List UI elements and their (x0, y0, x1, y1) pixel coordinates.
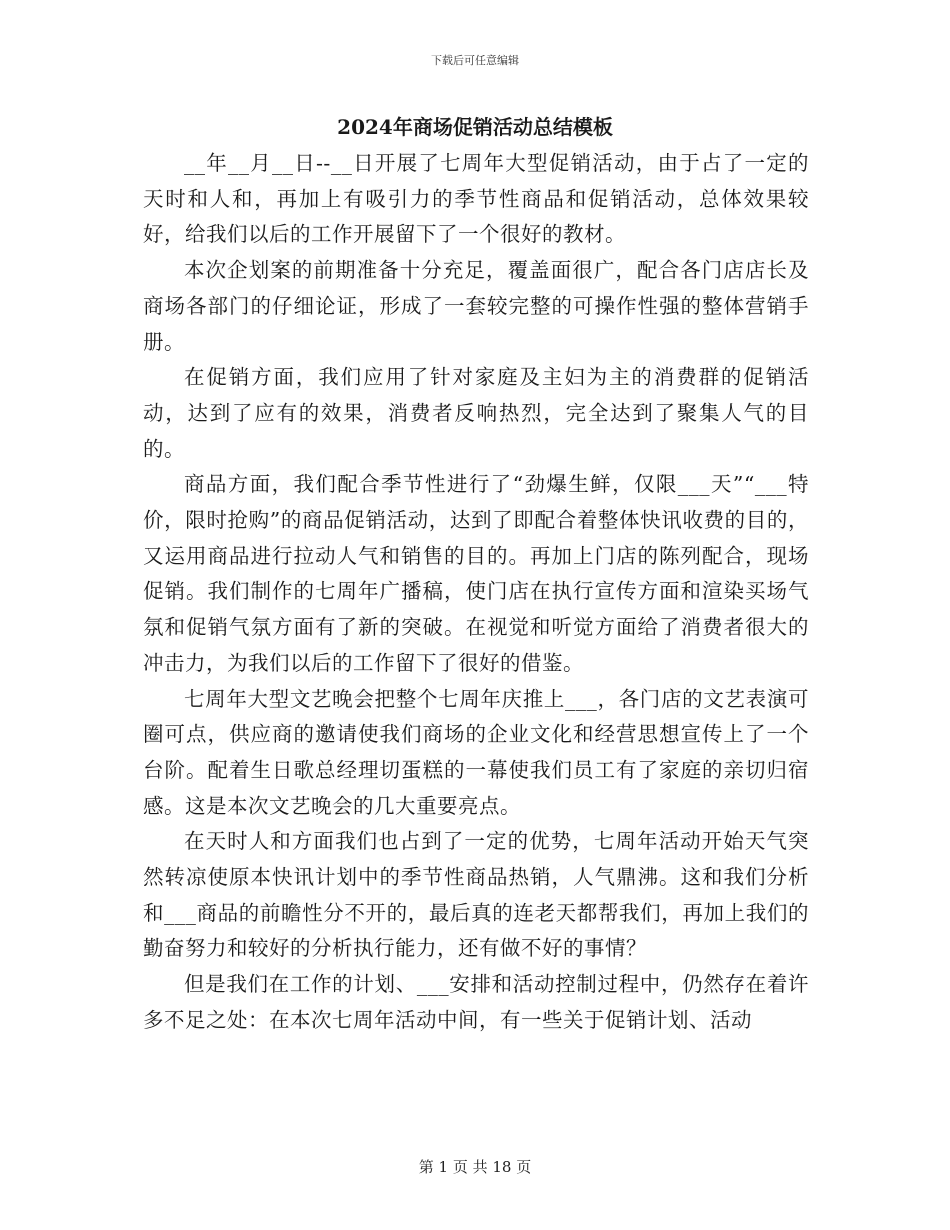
page-number: 第 1 页 共 18 页 (418, 1158, 532, 1176)
paragraph-6: 在天时人和方面我们也占到了一定的优势，七周年活动开始天气突然转凉使原本快讯计划中的季节性商品热销，人气鼎沸。这和我们分析和___商品的前瞻性分不开的，最后真的连老天都帮我们，再加上我们的勤奋努力和较好的分析执行能力，还有做不好的事情？ (143, 829, 809, 961)
paragraph-4: 商品方面，我们配合季节性进行了“劲爆生鲜，仅限___天”“___特价，限时抢购”的商品促销活动，达到了即配合着整体快讯收费的目的，又运用商品进行拉动人气和销售的目的。再加上门店的陈列配合，现场促销。我们制作的七周年广播稿，使门店在执行宣传方面和渲染买场气氛和促销气氛方面有了新的突破。在视觉和听觉方面给了消费者很大的冲击力，为我们以后的工作留下了很好的借鉴。 (143, 472, 809, 675)
document-title: 2024年商场促销活动总结模板 (337, 115, 613, 139)
paragraph-2: 本次企划案的前期准备十分充足，覆盖面很广，配合各门店店长及商场各部门的仔细论证，形成了一套较完整的可操作性强的整体营销手册。 (143, 258, 809, 354)
paragraph-7: 但是我们在工作的计划、___安排和活动控制过程中，仍然存在着许多不足之处：在本次七周年活动中间，有一些关于促销计划、活动 (143, 972, 809, 1032)
document-body (143, 146, 809, 1039)
page-header-note: 下载后可任意编辑 (431, 54, 519, 67)
paragraph-5: 七周年大型文艺晚会把整个七周年庆推上___，各门店的文艺表演可圈可点，供应商的邀请使我们商场的企业文化和经营思想宣传上了一个台阶。配着生日歌总经理切蛋糕的一幕使我们员工有了家庭的亲切归宿感。这是本次文艺晚会的几大重要亮点。 (143, 686, 809, 818)
paragraph-1: __年__月__日--__日开展了七周年大型促销活动，由于占了一定的天时和人和，再加上有吸引力的季节性商品和促销活动，总体效果较好，给我们以后的工作开展留下了一个很好的教材。 (143, 151, 809, 247)
paragraph-3: 在促销方面，我们应用了针对家庭及主妇为主的消费群的促销活动，达到了应有的效果，消费者反响热烈，完全达到了聚集人气的目的。 (143, 365, 809, 461)
